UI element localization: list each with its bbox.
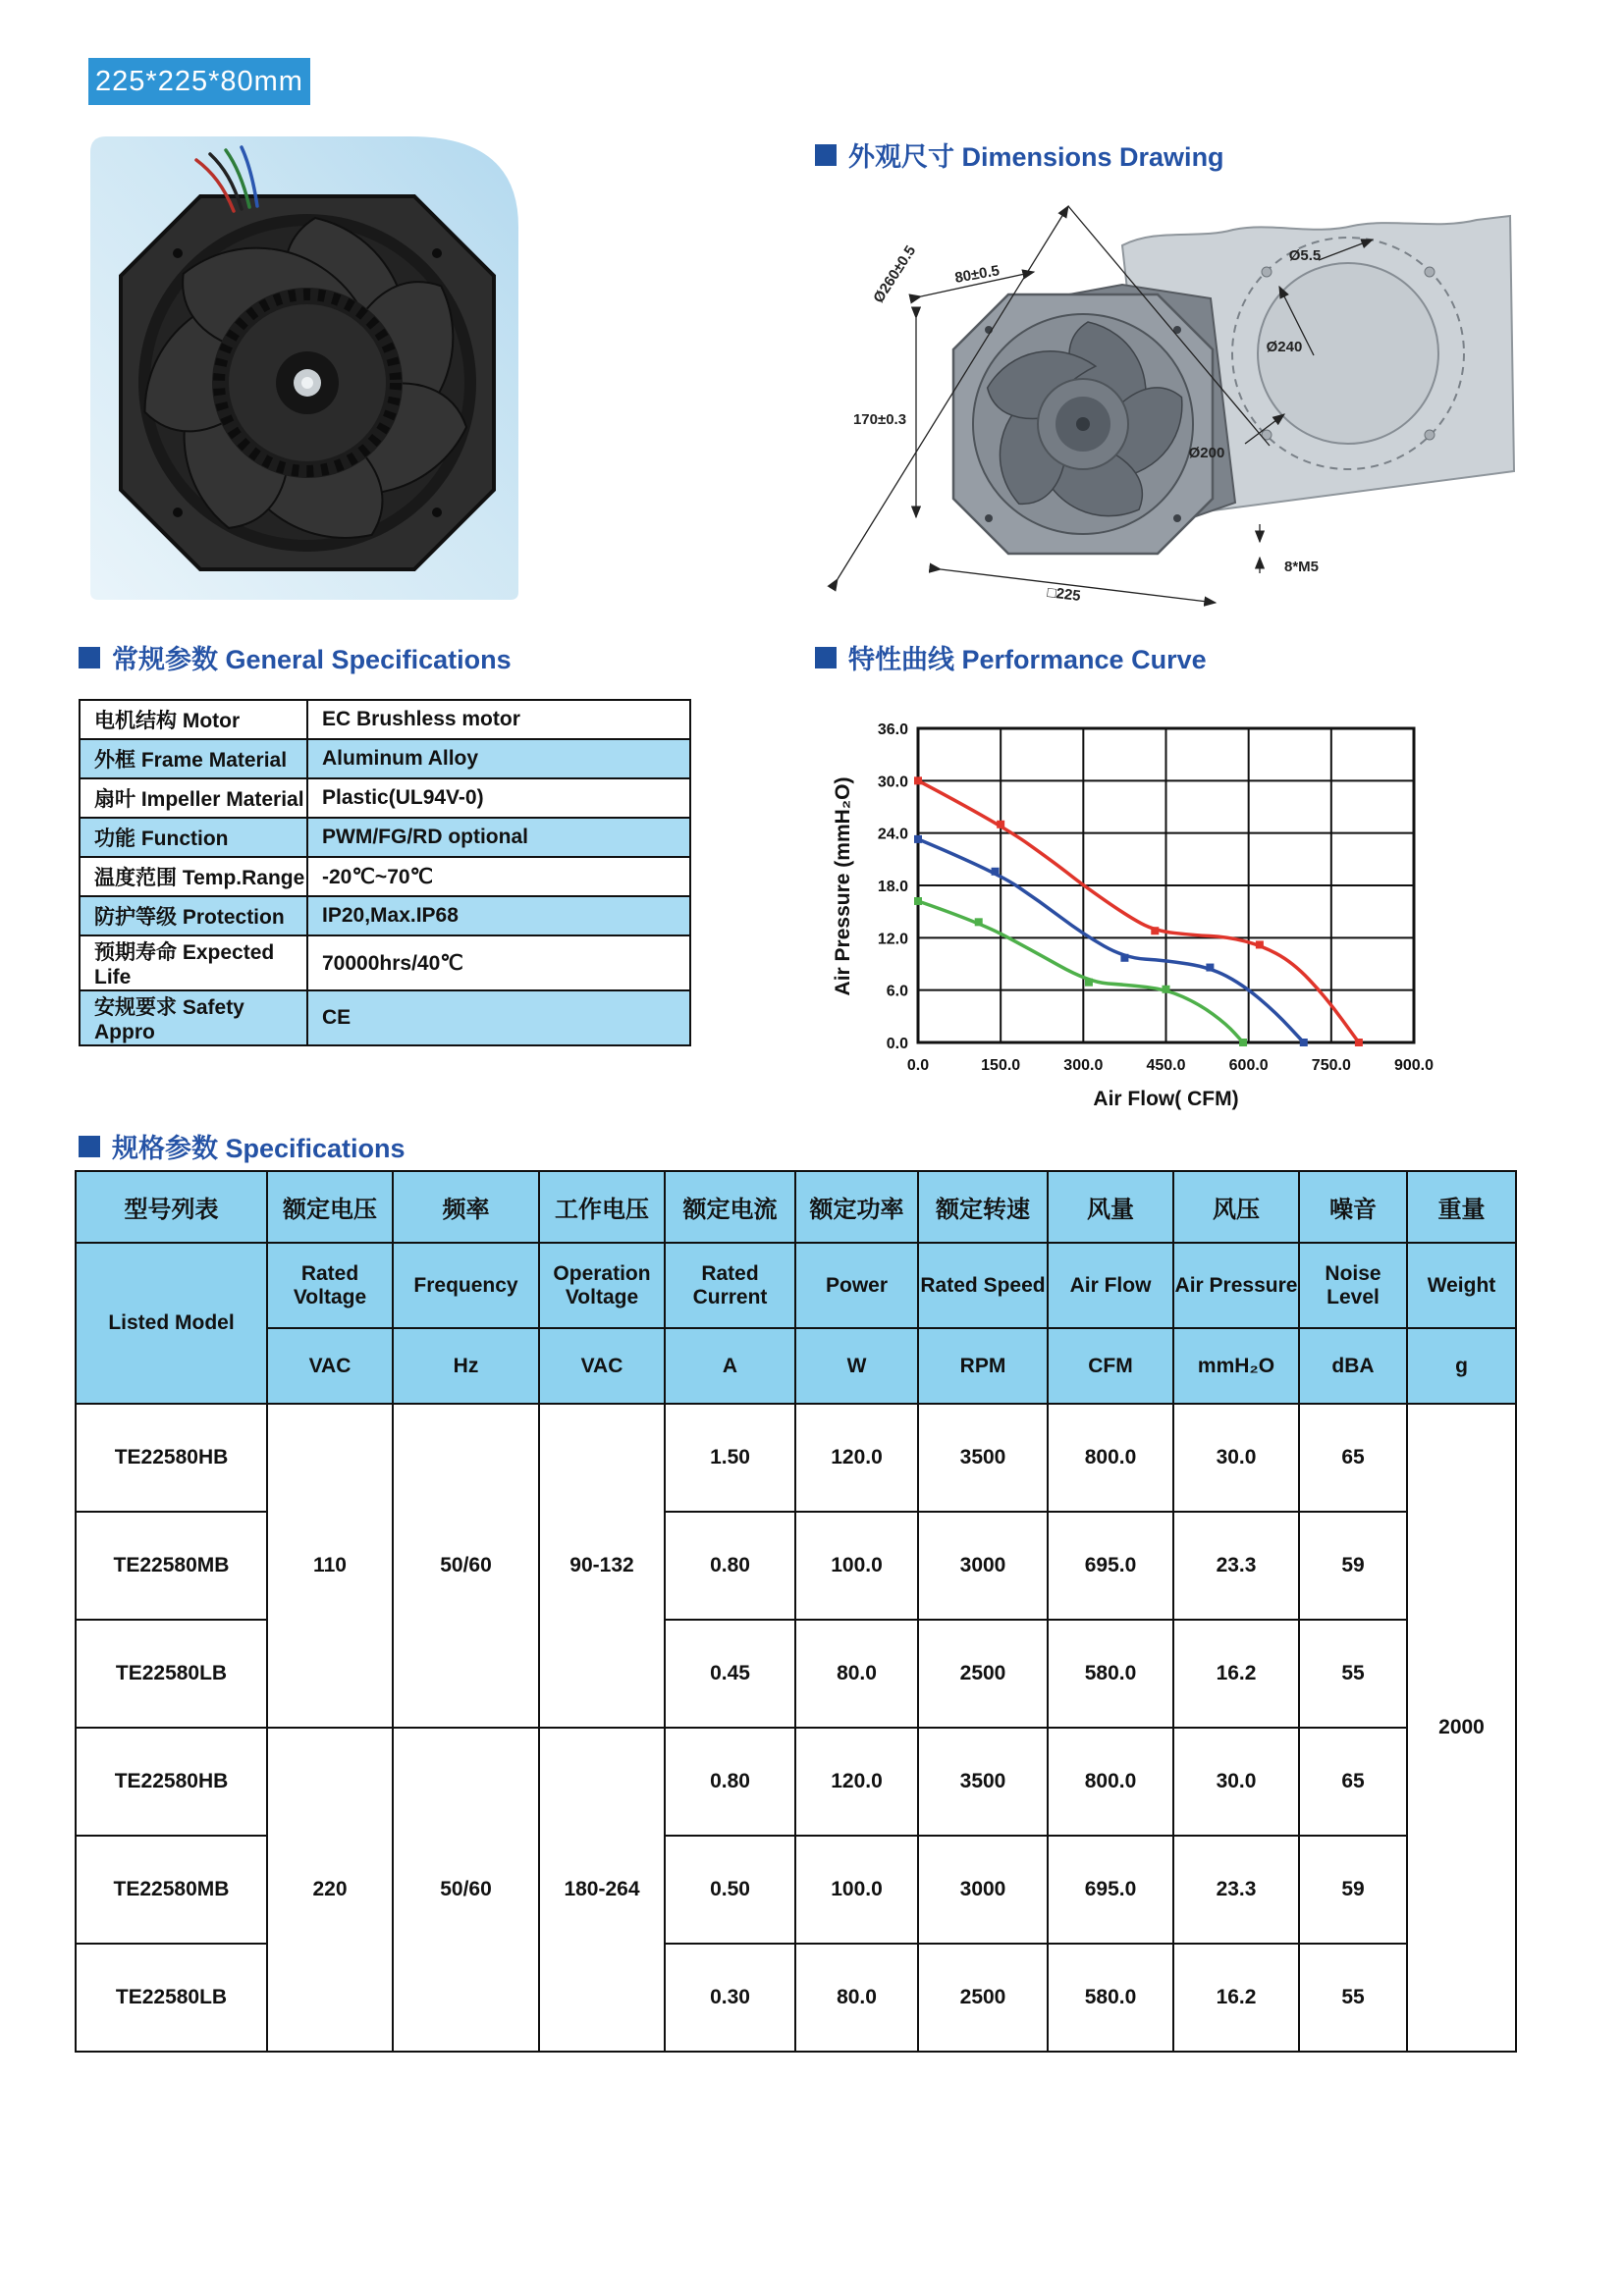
- frequency-cell: 50/60: [393, 1404, 539, 1728]
- fan-photo-illustration: [86, 133, 522, 604]
- airflow-cell: 800.0: [1048, 1404, 1173, 1512]
- col-header: 频率: [393, 1171, 539, 1243]
- op-voltage-cell: 90-132: [539, 1404, 665, 1728]
- svg-text:900.0: 900.0: [1393, 1057, 1435, 1074]
- svg-text:6.0: 6.0: [886, 983, 908, 1000]
- general-section-header: [79, 638, 512, 676]
- curve-marker: [1151, 927, 1159, 934]
- unit-header: VAC: [267, 1328, 393, 1404]
- noise-cell: 55: [1299, 1620, 1407, 1728]
- airflow-cell: 695.0: [1048, 1512, 1173, 1620]
- table-row: [76, 1404, 1516, 1512]
- dim-label-square: □225: [1046, 584, 1082, 606]
- unit-header: CFM: [1048, 1328, 1173, 1404]
- unit-header: mmH₂O: [1173, 1328, 1299, 1404]
- specs-section-header: [79, 1127, 406, 1165]
- speed-cell: 3000: [918, 1512, 1048, 1620]
- spec-label: 安规要求 Safety Appro: [80, 990, 307, 1045]
- performance-curve-chart: [805, 687, 1453, 1148]
- col-header: 型号列表: [76, 1171, 267, 1243]
- airflow-cell: 580.0: [1048, 1620, 1173, 1728]
- product-photo: [86, 133, 522, 604]
- spec-label: 电机结构 Motor: [80, 700, 307, 739]
- dim-label-diameter: Ø260±0.5: [870, 242, 920, 306]
- header-row-en: [76, 1243, 1516, 1328]
- table-row: [80, 700, 690, 739]
- power-cell: 120.0: [795, 1404, 918, 1512]
- speed-cell: 3000: [918, 1836, 1048, 1944]
- airflow-cell: 695.0: [1048, 1836, 1173, 1944]
- current-cell: 0.80: [665, 1512, 795, 1620]
- svg-text:0.0: 0.0: [886, 1036, 908, 1052]
- curve-marker: [975, 918, 983, 926]
- col-header: 噪音: [1299, 1171, 1407, 1243]
- svg-text:0.0: 0.0: [906, 1057, 930, 1074]
- airflow-cell: 580.0: [1048, 1944, 1173, 2052]
- power-cell: 100.0: [795, 1836, 918, 1944]
- x-axis-label: Air Flow( CFM): [1093, 1088, 1239, 1110]
- model-cell: TE22580LB: [76, 1944, 267, 2052]
- curve-marker: [914, 776, 922, 784]
- spec-value: Plastic(UL94V-0): [307, 778, 690, 818]
- power-cell: 80.0: [795, 1620, 918, 1728]
- unit-header: dBA: [1299, 1328, 1407, 1404]
- curve-section-header: [815, 638, 1207, 676]
- fan-front: [953, 294, 1213, 554]
- curve-marker: [1355, 1039, 1363, 1046]
- svg-text:30.0: 30.0: [877, 774, 908, 791]
- pressure-cell: 23.3: [1173, 1512, 1299, 1620]
- section-bullet-icon: [79, 647, 100, 668]
- y-axis-label: Air Pressure (mmH₂O): [832, 776, 854, 996]
- model-cell: TE22580MB: [76, 1836, 267, 1944]
- curve-TE22580HB: [918, 780, 1359, 1042]
- svg-text:450.0: 450.0: [1146, 1057, 1186, 1074]
- airflow-cell: 800.0: [1048, 1728, 1173, 1836]
- current-cell: 0.45: [665, 1620, 795, 1728]
- general-specs-table: [79, 699, 691, 1046]
- curve-marker: [914, 897, 922, 905]
- pressure-cell: 23.3: [1173, 1836, 1299, 1944]
- speed-cell: 3500: [918, 1728, 1048, 1836]
- curve-marker: [997, 821, 1004, 828]
- spec-value: IP20,Max.IP68: [307, 896, 690, 935]
- dimensions-section-title: 外观尺寸 Dimensions Drawing: [848, 142, 1224, 172]
- specifications-table: [75, 1170, 1517, 2053]
- col-header: Rated Speed: [918, 1243, 1048, 1328]
- unit-header: g: [1407, 1328, 1516, 1404]
- col-header: 额定电压: [267, 1171, 393, 1243]
- op-voltage-cell: 180-264: [539, 1728, 665, 2052]
- current-cell: 0.30: [665, 1944, 795, 2052]
- col-header: Operation Voltage: [539, 1243, 665, 1328]
- spec-label: 功能 Function: [80, 818, 307, 857]
- spec-label: 外框 Frame Material: [80, 739, 307, 778]
- specs-section-title: 规格参数 Specifications: [112, 1134, 406, 1163]
- svg-text:150.0: 150.0: [981, 1057, 1021, 1074]
- pressure-cell: 30.0: [1173, 1728, 1299, 1836]
- col-header: Air Flow: [1048, 1243, 1173, 1328]
- dim-label-depth: 80±0.5: [953, 262, 1001, 287]
- col-header: 风压: [1173, 1171, 1299, 1243]
- section-bullet-icon: [815, 647, 837, 668]
- header-row-units: [76, 1328, 1516, 1404]
- table-row: [80, 990, 690, 1045]
- svg-text:750.0: 750.0: [1311, 1057, 1351, 1074]
- speed-cell: 2500: [918, 1944, 1048, 2052]
- dimensions-drawing: [823, 179, 1532, 622]
- voltage-cell: 110: [267, 1404, 393, 1728]
- voltage-cell: 220: [267, 1728, 393, 2052]
- col-header: Noise Level: [1299, 1243, 1407, 1328]
- pressure-cell: 30.0: [1173, 1404, 1299, 1512]
- table-row: [80, 857, 690, 896]
- curve-marker: [1256, 940, 1264, 948]
- noise-cell: 59: [1299, 1836, 1407, 1944]
- svg-text:12.0: 12.0: [877, 931, 908, 948]
- dim-label-c240: Ø240: [1266, 339, 1303, 355]
- spec-value: EC Brushless motor: [307, 700, 690, 739]
- col-header: Frequency: [393, 1243, 539, 1328]
- col-header: 工作电压: [539, 1171, 665, 1243]
- spec-label: 温度范围 Temp.Range: [80, 857, 307, 896]
- svg-text:24.0: 24.0: [877, 826, 908, 843]
- unit-header: VAC: [539, 1328, 665, 1404]
- dim-label-screws: 8*M5: [1284, 559, 1320, 575]
- svg-text:36.0: 36.0: [877, 721, 908, 738]
- spec-value: 70000hrs/40℃: [307, 935, 690, 990]
- curve-marker: [1120, 954, 1128, 962]
- frequency-cell: 50/60: [393, 1728, 539, 2052]
- model-cell: TE22580MB: [76, 1512, 267, 1620]
- spec-label: 预期寿命 Expected Life: [80, 935, 307, 990]
- model-cell: TE22580HB: [76, 1728, 267, 1836]
- spec-value: PWM/FG/RD optional: [307, 818, 690, 857]
- table-row: [80, 778, 690, 818]
- col-header: Air Pressure: [1173, 1243, 1299, 1328]
- model-cell: TE22580HB: [76, 1404, 267, 1512]
- section-bullet-icon: [815, 144, 837, 166]
- svg-text:600.0: 600.0: [1228, 1057, 1269, 1074]
- dim-label-pitch: 170±0.3: [852, 411, 907, 428]
- dim-label-c200: Ø200: [1188, 445, 1225, 461]
- svg-text:18.0: 18.0: [877, 879, 908, 895]
- curve-marker: [1085, 979, 1093, 987]
- col-header: 额定功率: [795, 1171, 918, 1243]
- curve-TE22580LB: [918, 901, 1243, 1042]
- spec-label: 防护等级 Protection: [80, 896, 307, 935]
- curve-marker: [1300, 1039, 1308, 1046]
- table-row: [80, 896, 690, 935]
- curve-marker: [992, 868, 1000, 876]
- curve-marker: [1206, 964, 1214, 972]
- col-header: 风量: [1048, 1171, 1173, 1243]
- unit-header: A: [665, 1328, 795, 1404]
- spec-label: 扇叶 Impeller Material: [80, 778, 307, 818]
- current-cell: 0.50: [665, 1836, 795, 1944]
- general-section-title: 常规参数 General Specifications: [112, 645, 512, 674]
- col-header: 重量: [1407, 1171, 1516, 1243]
- unit-header: Hz: [393, 1328, 539, 1404]
- noise-cell: 65: [1299, 1728, 1407, 1836]
- fan-body: [121, 196, 499, 574]
- curve-plot: [805, 687, 1453, 1080]
- model-cell: TE22580LB: [76, 1620, 267, 1728]
- dimensions-drawing-svg: [823, 179, 1532, 622]
- weight-cell: 2000: [1407, 1404, 1516, 2052]
- unit-header: RPM: [918, 1328, 1048, 1404]
- curve-section-title: 特性曲线 Performance Curve: [848, 645, 1207, 674]
- table-row: [76, 1728, 1516, 1836]
- dimensions-section-header: [815, 135, 1224, 174]
- current-cell: 1.50: [665, 1404, 795, 1512]
- table-row: [80, 739, 690, 778]
- power-cell: 100.0: [795, 1512, 918, 1620]
- curve-marker: [914, 835, 922, 843]
- power-cell: 120.0: [795, 1728, 918, 1836]
- col-header: Listed Model: [76, 1243, 267, 1404]
- table-row: [80, 935, 690, 990]
- curve-marker: [1163, 986, 1170, 993]
- spec-value: Aluminum Alloy: [307, 739, 690, 778]
- current-cell: 0.80: [665, 1728, 795, 1836]
- unit-header: W: [795, 1328, 918, 1404]
- curve-marker: [1239, 1039, 1247, 1046]
- col-header: Rated Voltage: [267, 1243, 393, 1328]
- noise-cell: 59: [1299, 1512, 1407, 1620]
- col-header: Weight: [1407, 1243, 1516, 1328]
- col-header: Power: [795, 1243, 918, 1328]
- power-cell: 80.0: [795, 1944, 918, 2052]
- section-bullet-icon: [79, 1136, 100, 1157]
- pressure-cell: 16.2: [1173, 1944, 1299, 2052]
- col-header: 额定电流: [665, 1171, 795, 1243]
- noise-cell: 65: [1299, 1404, 1407, 1512]
- svg-text:300.0: 300.0: [1063, 1057, 1104, 1074]
- dim-label-hole: Ø5.5: [1288, 247, 1322, 264]
- speed-cell: 3500: [918, 1404, 1048, 1512]
- spec-value: -20℃~70℃: [307, 857, 690, 896]
- noise-cell: 55: [1299, 1944, 1407, 2052]
- header-row-cn: [76, 1171, 1516, 1243]
- col-header: 额定转速: [918, 1171, 1048, 1243]
- size-badge: 225*225*80mm: [88, 58, 310, 105]
- spec-value: CE: [307, 990, 690, 1045]
- speed-cell: 2500: [918, 1620, 1048, 1728]
- table-row: [80, 818, 690, 857]
- pressure-cell: 16.2: [1173, 1620, 1299, 1728]
- col-header: Rated Current: [665, 1243, 795, 1328]
